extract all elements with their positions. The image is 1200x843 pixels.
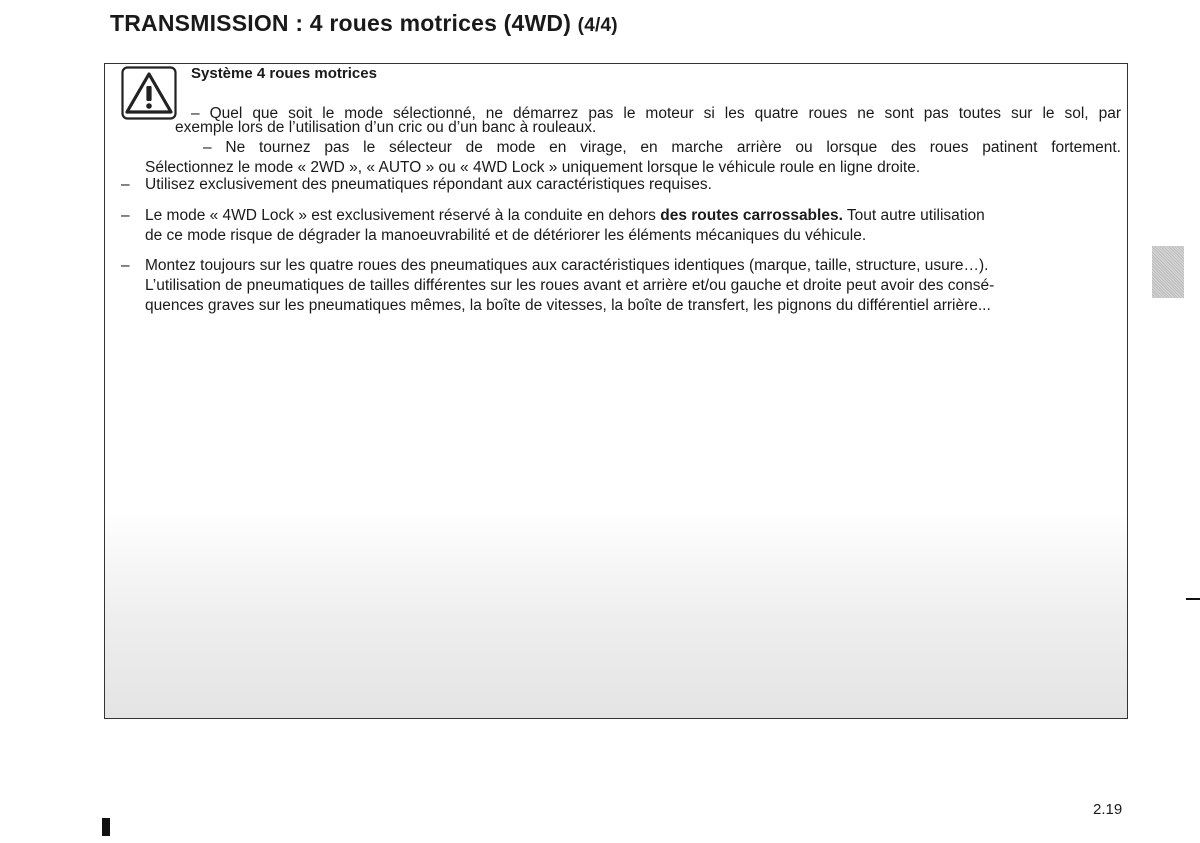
- page-title-part: (4/4): [577, 15, 618, 36]
- page-title-main: TRANSMISSION : 4 roues motrices (4WD): [110, 10, 572, 36]
- margin-mark: [1186, 598, 1200, 600]
- warning-text-line: – Quel que soit le mode sélectionné, ne démarrez pas le moteur si les quatre roues ne sont pas toutes sur le sol, par: [191, 105, 1121, 122]
- page-number: 2.19: [1093, 801, 1123, 818]
- warning-text-line: – Ne tournez pas le sélecteur de mode en virage, en marche arrière ou lorsque des roues patinent fortement.: [203, 139, 1121, 156]
- warning-text-line: quences graves sur les pneumatiques mêmes, la boîte de vitesses, la boîte de transfert, les pignons du différentiel arrière...: [145, 297, 991, 314]
- list-bullet: –: [121, 176, 130, 193]
- warning-heading: Système 4 roues motrices: [191, 65, 377, 82]
- warning-text-line: Utilisez exclusivement des pneumatiques répondant aux caractéristiques requises.: [145, 176, 712, 193]
- warning-text-segment: Le mode « 4WD Lock » est exclusivement réservé à la conduite en dehors: [145, 207, 656, 224]
- warning-text-segment: Tout autre utilisation: [846, 207, 985, 224]
- page-title: [110, 10, 618, 37]
- warning-text-line: de ce mode risque de dégrader la manoeuvrabilité et de détériorer les éléments mécaniques du véhicule.: [145, 227, 867, 244]
- warning-text-line: [145, 207, 985, 225]
- list-bullet: –: [121, 257, 130, 274]
- warning-text-line: Montez toujours sur les quatre roues des pneumatiques aux caractéristiques identiques (marque, taille, structure, usure…).: [145, 257, 989, 274]
- warning-box: [104, 63, 1128, 719]
- list-bullet: –: [121, 207, 130, 224]
- warning-text-bold: des routes carrossables.: [660, 207, 843, 224]
- section-tab-marker: [1152, 246, 1184, 298]
- warning-text-line: L’utilisation de pneumatiques de tailles différentes sur les roues avant et arrière et/ou gauche et droite peut avoir des consé-: [145, 277, 995, 294]
- corner-mark: [102, 818, 110, 836]
- warning-text-line: Sélectionnez le mode « 2WD », « AUTO » ou « 4WD Lock » uniquement lorsque le véhicule roule en ligne droite.: [145, 159, 921, 176]
- warning-triangle-icon: [121, 66, 177, 120]
- warning-text-line: exemple lors de l’utilisation d’un cric ou d’un banc à rouleaux.: [175, 119, 597, 136]
